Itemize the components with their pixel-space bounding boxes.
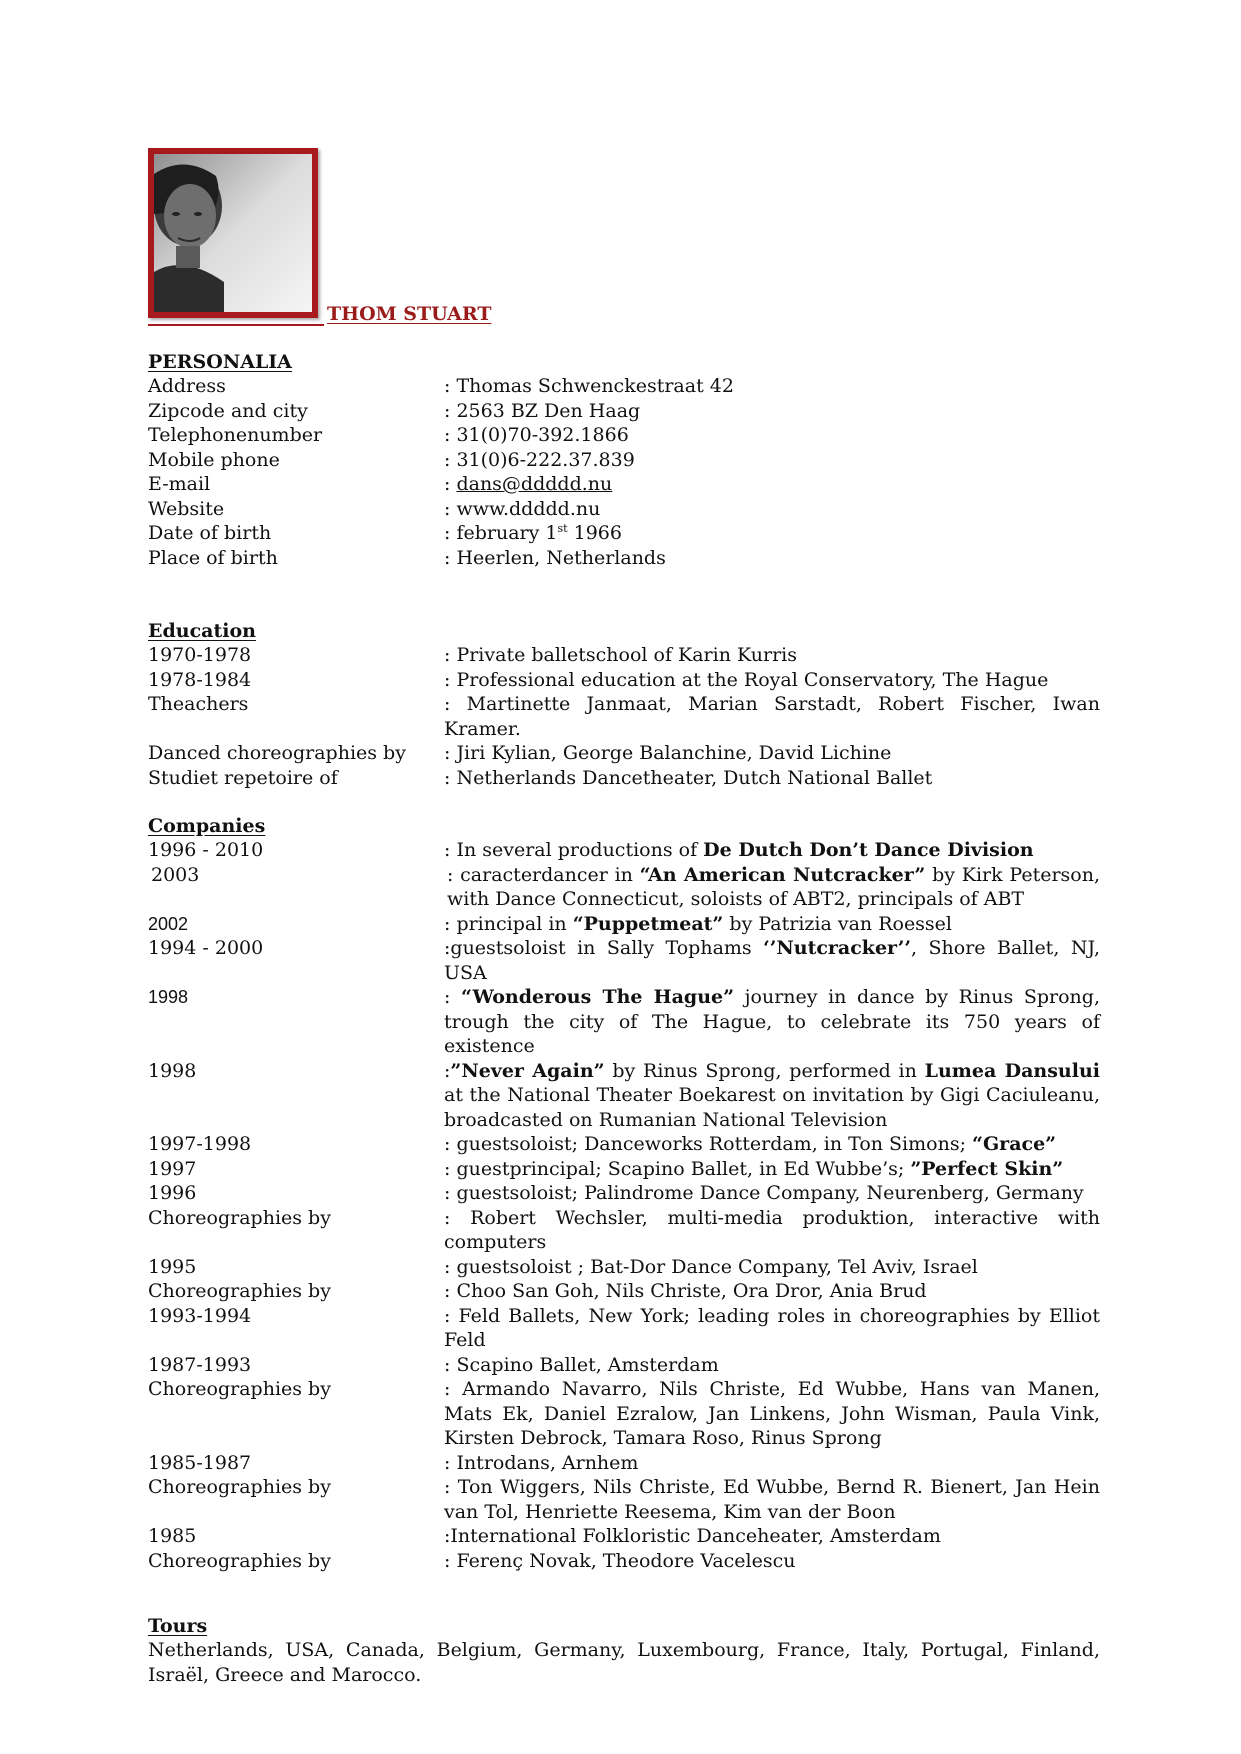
- field-label: Theachers: [148, 693, 249, 715]
- field-label: 1998: [148, 987, 189, 1007]
- field-label: Choreographies by: [148, 1378, 331, 1400]
- companies-row: [148, 1279, 1100, 1304]
- companies-row: [148, 1157, 1100, 1182]
- personalia-row: [148, 497, 1100, 522]
- production-title: “Grace”: [972, 1133, 1057, 1155]
- companies-row: [148, 936, 1100, 985]
- value-text: : Ton Wiggers, Nils Christe, Ed Wubbe, Bernd R. Bienert, Jan Hein van Tol, Henriette Reesema, Kim van der Boon: [444, 1476, 1100, 1523]
- field-value: [444, 1475, 1100, 1524]
- field-label: Choreographies by: [148, 1549, 331, 1572]
- value-text: :: [444, 986, 461, 1008]
- value-text: by Kirk Peterson, with Dance Connecticut, soloists of ABT2, principals of ABT: [447, 863, 1101, 910]
- companies-row: [148, 1549, 1100, 1574]
- field-label: Choreographies by: [148, 1206, 331, 1229]
- field-value: : Netherlands Dancetheater, Dutch National Ballet: [444, 766, 933, 789]
- field-value: [444, 472, 1100, 497]
- field-label: 1987-1993: [148, 1353, 252, 1376]
- field-value: : 31(0)6-222.37.839: [444, 448, 635, 471]
- field-value: [444, 1353, 1100, 1378]
- photo-underline: [148, 324, 324, 326]
- field-value: [444, 1255, 1100, 1280]
- field-label: 1978-1984: [148, 668, 252, 691]
- education-row: [148, 668, 1100, 693]
- companies-rows: [148, 838, 1100, 1573]
- personalia-rows: [148, 374, 1100, 570]
- field-label: Website: [148, 497, 225, 520]
- cv-page: [148, 148, 1100, 1687]
- value-text: : principal in: [444, 912, 573, 935]
- field-value: [444, 1059, 1100, 1133]
- value-text: by Rinus Sprong, performed in: [604, 1059, 925, 1082]
- field-value: [444, 1304, 1100, 1353]
- field-value: [444, 985, 1100, 1059]
- companies-row: [148, 1206, 1100, 1255]
- production-title: ‘’Nutcracker’’: [763, 937, 911, 959]
- field-value: [444, 521, 1100, 546]
- value-text: :International Folkloristic Danceheater, Amsterdam: [444, 1525, 941, 1547]
- companies-row: [148, 1304, 1100, 1353]
- field-value: [444, 936, 1100, 985]
- field-label: 1996: [148, 1182, 197, 1204]
- field-label: 1985: [148, 1525, 197, 1547]
- field-value: [447, 863, 1100, 912]
- field-value: [444, 1549, 1100, 1574]
- field-label: 1996 - 2010: [148, 839, 264, 861]
- field-value: : Private balletschool of Karin Kurris: [444, 644, 797, 666]
- value-text: by Patrizia van Roessel: [723, 912, 953, 935]
- field-label: Studiet repetoire of: [148, 766, 338, 789]
- field-value: [444, 1181, 1100, 1206]
- field-label: 2002: [148, 913, 189, 934]
- field-label: Danced choreographies by: [148, 742, 406, 764]
- field-value: [444, 1451, 1100, 1476]
- personalia-section: [148, 350, 1100, 570]
- email-link[interactable]: dans@ddddd.nu: [456, 473, 613, 495]
- tours-text: Netherlands, USA, Canada, Belgium, Germany, Luxembourg, France, Italy, Portugal, Finland, Israël, Greece and Marocco.: [148, 1639, 1100, 1686]
- companies-row: [148, 1353, 1100, 1378]
- field-label: Choreographies by: [148, 1476, 331, 1498]
- field-label: 1995: [148, 1255, 197, 1278]
- value-text: :: [444, 1059, 451, 1082]
- field-value: [444, 1279, 1100, 1304]
- companies-row: [148, 1524, 1100, 1549]
- value-text: : In several productions of: [444, 839, 704, 861]
- education-section: [148, 619, 1100, 790]
- personalia-row: [148, 399, 1100, 424]
- value-text: : Ferenç Novak, Theodore Vacelescu: [444, 1549, 796, 1572]
- production-title: “An American Nutcracker”: [639, 863, 926, 886]
- field-label: Address: [148, 375, 226, 397]
- production-title: Lumea Dansului: [924, 1059, 1100, 1082]
- field-label: 1994 - 2000: [148, 937, 264, 959]
- field-value: [444, 1524, 1100, 1549]
- production-title: “Wonderous The Hague”: [461, 986, 735, 1008]
- field-value: : 2563 BZ Den Haag: [444, 399, 641, 422]
- field-label: E-mail: [148, 473, 211, 495]
- field-label: 2003: [151, 863, 200, 886]
- field-value: : 31(0)70-392.1866: [444, 424, 629, 446]
- production-title: ”Perfect Skin”: [910, 1157, 1064, 1180]
- value-text: : Choo San Goh, Nils Christe, Ora Dror, Ania Brud: [444, 1280, 927, 1302]
- companies-row: [148, 985, 1100, 1059]
- companies-row: [148, 1475, 1100, 1524]
- field-label: 1998: [148, 1059, 197, 1082]
- field-value: : Heerlen, Netherlands: [444, 546, 666, 569]
- value-text: at the National Theater Boekarest on invitation by Gigi Caciuleanu, broadcasted on Rumanian National Television: [444, 1084, 1100, 1131]
- field-label: Date of birth: [148, 522, 272, 544]
- education-row: [148, 741, 1100, 766]
- personalia-row: [148, 472, 1100, 497]
- tours-section: [148, 1614, 1100, 1687]
- value-suffix: 1966: [567, 522, 622, 544]
- field-value: [444, 1377, 1100, 1451]
- field-label: Zipcode and city: [148, 399, 308, 422]
- production-title: “Puppetmeat”: [572, 912, 724, 935]
- companies-section: [148, 814, 1100, 1573]
- companies-row: [148, 1181, 1100, 1206]
- value-text: : guestsoloist; Danceworks Rotterdam, in Ton Simons;: [444, 1133, 973, 1155]
- companies-row: [148, 838, 1100, 863]
- personalia-row: [148, 448, 1100, 473]
- companies-row: [148, 863, 1100, 912]
- field-label: 1970-1978: [148, 644, 252, 666]
- companies-row: [148, 912, 1100, 937]
- field-value: [444, 1157, 1100, 1182]
- header: [148, 148, 1100, 328]
- value-text: :guestsoloist in Sally Tophams: [444, 937, 764, 959]
- companies-row: [148, 1377, 1100, 1451]
- field-value: : www.ddddd.nu: [444, 497, 601, 520]
- value-text: journey in dance by Rinus Sprong, trough the city of The Hague, to celebrate its 750 years of existence: [444, 986, 1100, 1057]
- education-row: [148, 643, 1100, 668]
- field-value: : Jiri Kylian, George Balanchine, David Lichine: [444, 742, 892, 764]
- field-label: Choreographies by: [148, 1280, 331, 1302]
- value-text: : Scapino Ballet, Amsterdam: [444, 1353, 719, 1376]
- value-text: : guestprincipal; Scapino Ballet, in Ed Wubbe’s;: [444, 1157, 911, 1180]
- value-text: : Robert Wechsler, multi-media produktion, interactive with computers: [444, 1206, 1100, 1253]
- personalia-row: [148, 521, 1100, 546]
- value-text: : caracterdancer in: [447, 863, 640, 886]
- education-row: [148, 692, 1100, 741]
- value-text: : Introdans, Arnhem: [444, 1451, 639, 1474]
- companies-row: [148, 1451, 1100, 1476]
- field-value: : Thomas Schwenckestraat 42: [444, 375, 734, 397]
- person-name: THOM STUART: [327, 303, 492, 325]
- field-value: [444, 1132, 1100, 1157]
- value-text: : Armando Navarro, Nils Christe, Ed Wubbe, Hans van Manen, Mats Ek, Daniel Ezralow, Jan Linkens, John Wisman, Paula Vink, Kirsten Debrock, Tamara Roso, Rinus Sprong: [444, 1378, 1100, 1449]
- value-prefix: : february 1: [444, 522, 558, 544]
- education-rows: [148, 643, 1100, 790]
- value-text: : Feld Ballets, New York; leading roles in choreographies by Elliot Feld: [444, 1304, 1100, 1351]
- education-row: [148, 766, 1100, 791]
- field-value: [444, 838, 1100, 863]
- value-prefix: :: [444, 473, 457, 495]
- value-text: : guestsoloist ; Bat-Dor Dance Company, Tel Aviv, Israel: [444, 1255, 978, 1278]
- field-value: [444, 912, 1100, 937]
- personalia-title: PERSONALIA: [148, 351, 292, 373]
- companies-row: [148, 1132, 1100, 1157]
- field-label: 1985-1987: [148, 1451, 252, 1474]
- field-label: Telephonenumber: [148, 424, 323, 446]
- field-label: Place of birth: [148, 546, 278, 569]
- field-label: Mobile phone: [148, 448, 280, 471]
- value-text: : guestsoloist; Palindrome Dance Company, Neurenberg, Germany: [444, 1182, 1084, 1204]
- personalia-row: [148, 423, 1100, 448]
- field-value: : Professional education at the Royal Conservatory, The Hague: [444, 668, 1049, 691]
- field-label: 1997-1998: [148, 1133, 252, 1155]
- field-label: 1997: [148, 1157, 197, 1180]
- field-value: [444, 1206, 1100, 1255]
- ordinal-suffix: st: [557, 522, 568, 535]
- field-label: 1993-1994: [148, 1304, 252, 1327]
- production-title: De Dutch Don’t Dance Division: [703, 839, 1034, 861]
- education-title: Education: [148, 620, 256, 642]
- companies-row: [148, 1059, 1100, 1133]
- value-text: , Shore Ballet, NJ, USA: [444, 937, 1100, 984]
- portrait-photo-icon: [148, 148, 318, 318]
- field-value: : Martinette Janmaat, Marian Sarstadt, Robert Fischer, Iwan Kramer.: [444, 693, 1100, 740]
- companies-row: [148, 1255, 1100, 1280]
- personalia-row: [148, 546, 1100, 571]
- production-title: ”Never Again”: [450, 1059, 605, 1082]
- tours-title: Tours: [148, 1615, 208, 1637]
- personalia-row: [148, 374, 1100, 399]
- companies-title: Companies: [148, 815, 266, 837]
